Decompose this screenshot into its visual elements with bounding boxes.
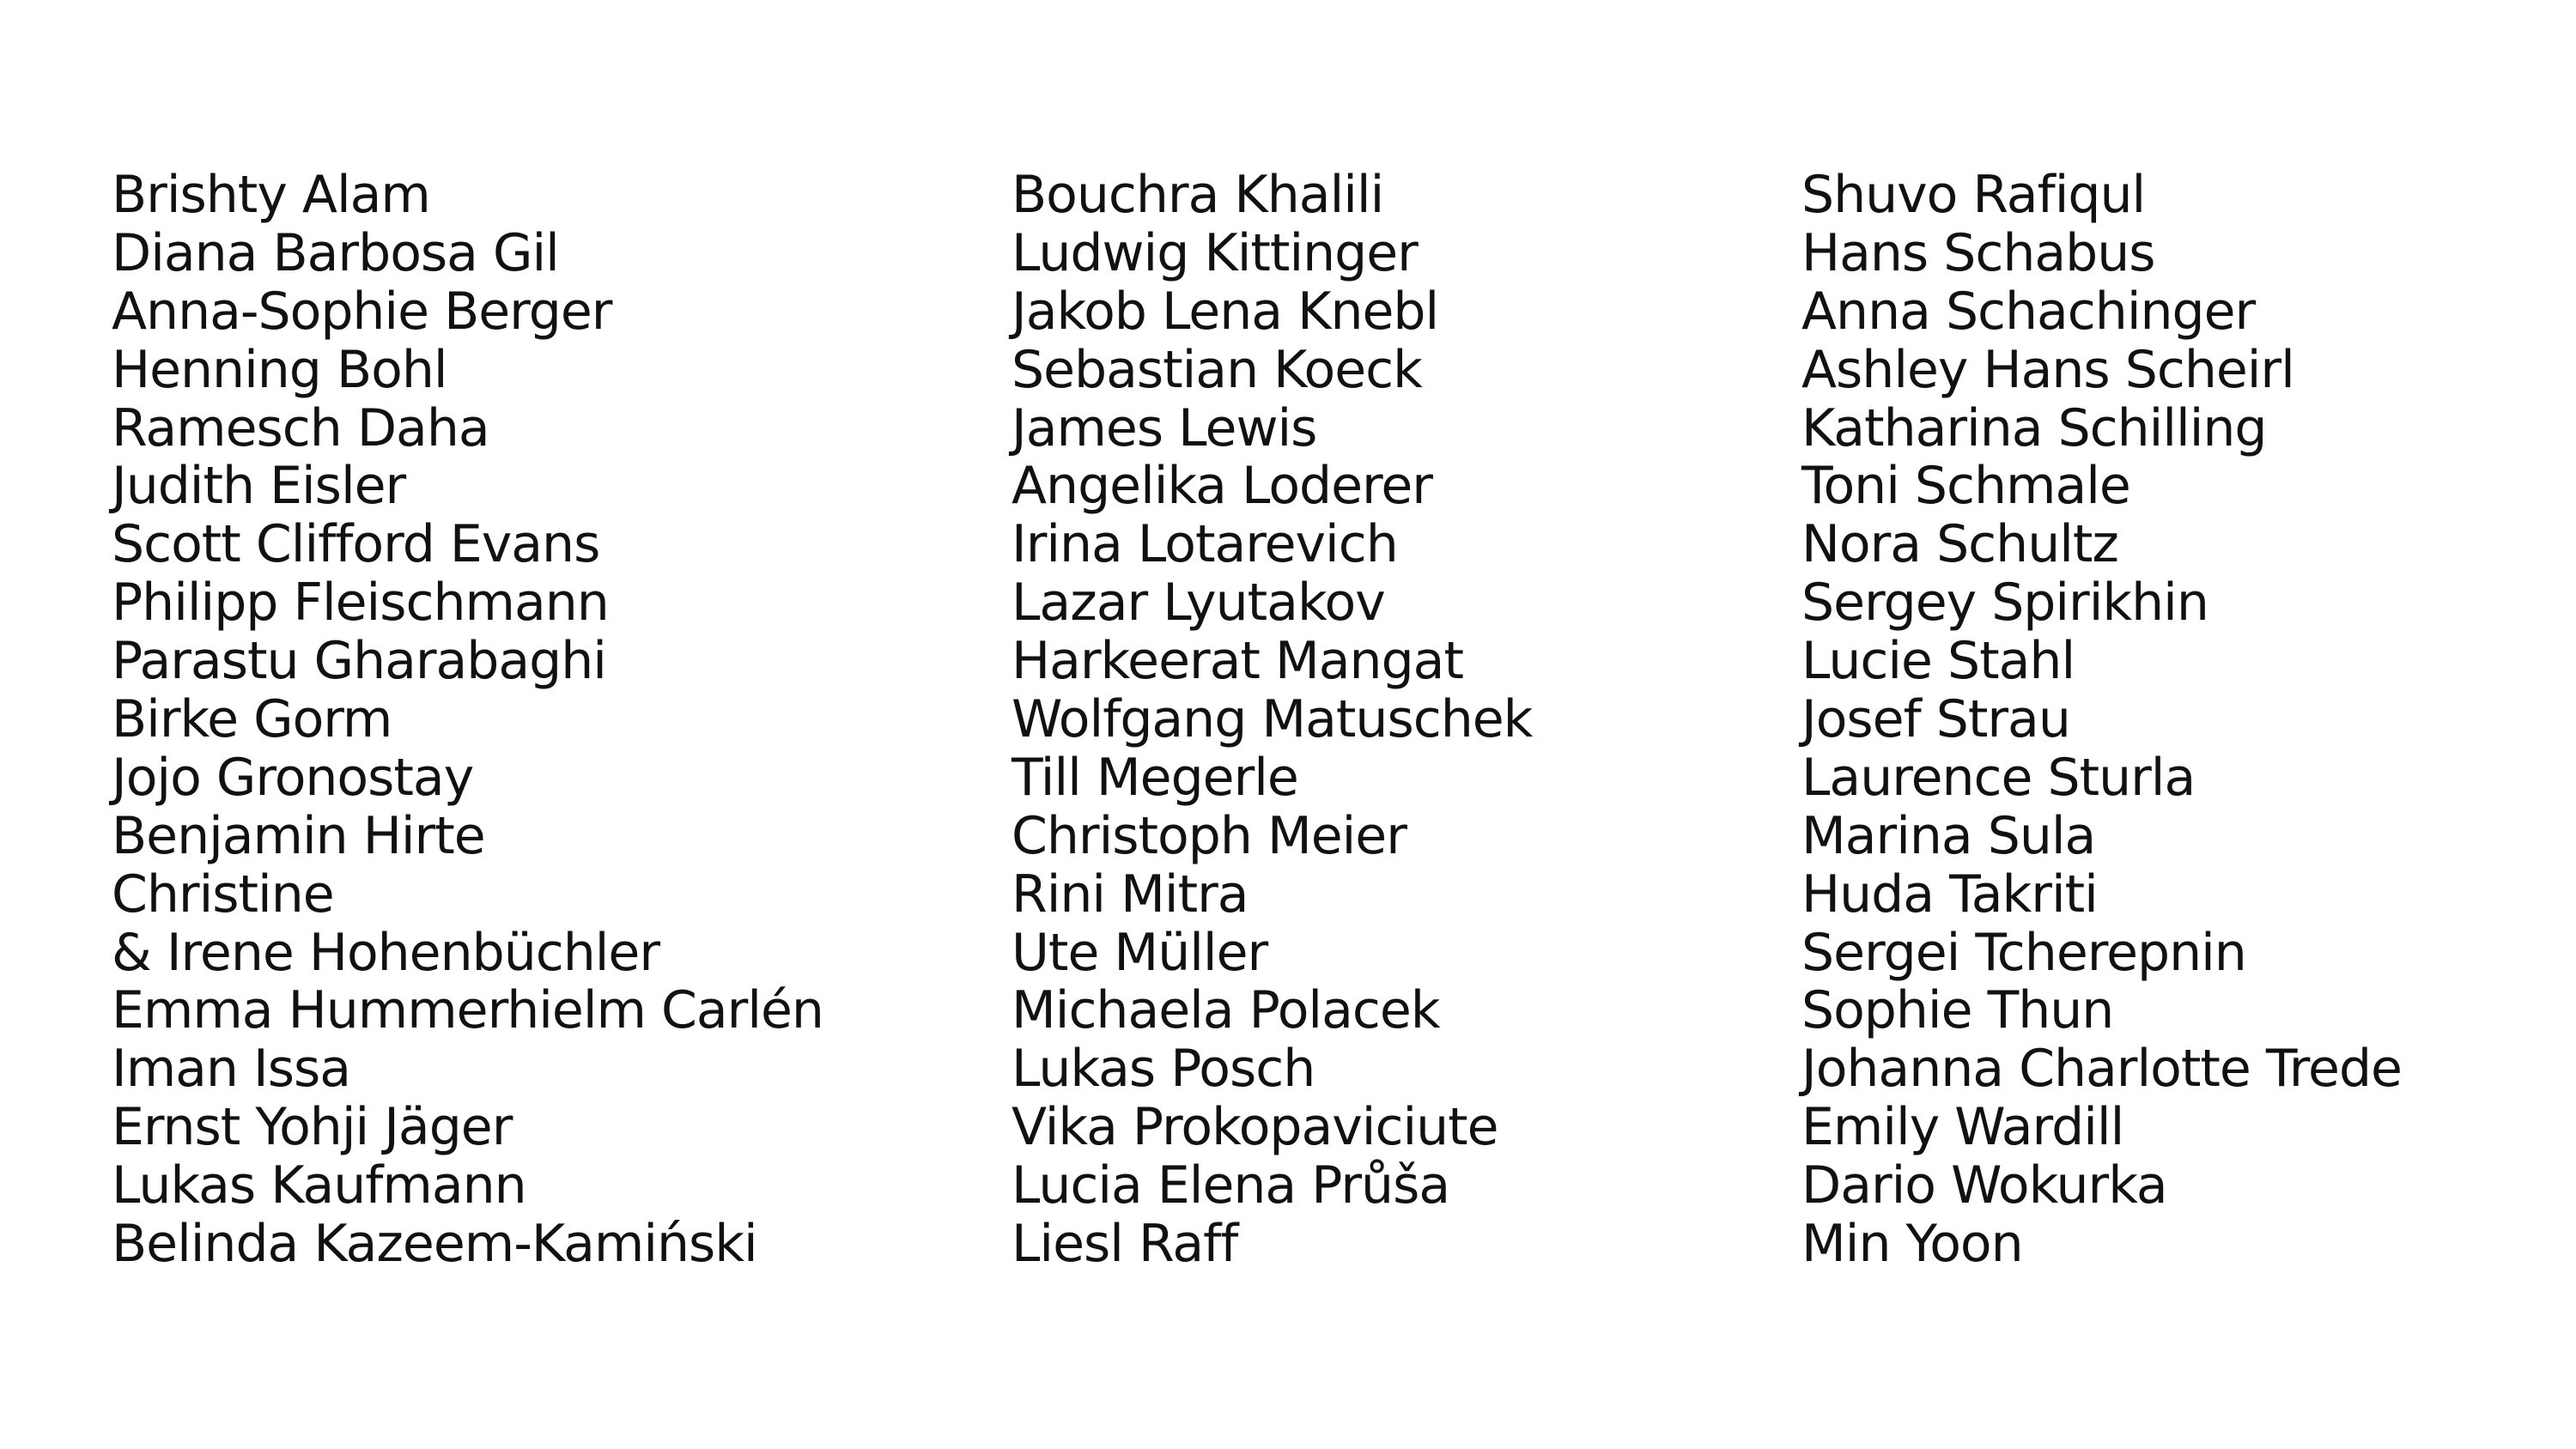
artist-name: Judith Eisler xyxy=(112,456,406,517)
artist-name: Diana Barbosa Gil xyxy=(112,222,559,283)
artist-name: James Lewis xyxy=(1012,397,1317,458)
artist-name: Liesl Raff xyxy=(1012,1214,1238,1275)
artist-name: Josef Strau xyxy=(1801,689,2070,750)
artist-name: Lukas Kaufmann xyxy=(112,1155,526,1216)
artist-name: Michaela Polacek xyxy=(1012,980,1440,1041)
artist-name: Iman Issa xyxy=(112,1039,350,1100)
artist-name: Anna Schachinger xyxy=(1801,281,2256,342)
artist-name: Benjamin Hirte xyxy=(112,805,485,866)
artist-name: Ashley Hans Scheirl xyxy=(1801,339,2294,400)
artist-name: Lazar Lyutakov xyxy=(1012,573,1385,634)
artist-name: Anna-Sophie Berger xyxy=(112,281,612,342)
artist-name: Angelika Loderer xyxy=(1012,456,1432,517)
artist-name: Lukas Posch xyxy=(1012,1039,1315,1100)
artist-name: Sophie Thun xyxy=(1801,980,2114,1041)
artist-name: Birke Gorm xyxy=(112,689,392,750)
artist-name: Lucie Stahl xyxy=(1801,631,2075,692)
artist-name: Wolfgang Matuschek xyxy=(1012,689,1533,750)
artist-name: Ramesch Daha xyxy=(112,397,489,458)
artist-name: Emma Hummerhielm Carlén xyxy=(112,980,823,1041)
artist-name: Scott Clifford Evans xyxy=(112,514,600,575)
artist-name: Philipp Fleischmann xyxy=(112,573,609,634)
artist-name: Min Yoon xyxy=(1801,1214,2023,1275)
artist-name: Vika Prokopaviciute xyxy=(1012,1097,1498,1158)
artist-name: Shuvo Rafiqul xyxy=(1801,165,2146,225)
artist-name: Laurence Sturla xyxy=(1801,747,2196,808)
name-column-1 xyxy=(112,167,823,1274)
artist-name: Sergey Spirikhin xyxy=(1801,573,2208,634)
artist-name: Brishty Alam xyxy=(112,165,430,225)
artist-name: Christine xyxy=(112,864,334,925)
artist-name: Ernst Yohji Jäger xyxy=(112,1097,513,1158)
artist-name: Christoph Meier xyxy=(1012,805,1406,866)
artist-name: Johanna Charlotte Trede xyxy=(1801,1039,2402,1100)
artist-name: Emily Wardill xyxy=(1801,1097,2124,1158)
artist-name: Till Megerle xyxy=(1012,747,1298,808)
artist-name: Belinda Kazeem-Kamiński xyxy=(112,1214,757,1275)
artist-name: & Irene Hohenbüchler xyxy=(112,922,660,983)
artist-name: Dario Wokurka xyxy=(1801,1155,2167,1216)
artist-name: Ludwig Kittinger xyxy=(1012,222,1418,283)
artist-name: Jakob Lena Knebl xyxy=(1012,281,1439,342)
artist-name: Parastu Gharabaghi xyxy=(112,631,606,692)
artist-name: Sergei Tcherepnin xyxy=(1801,922,2246,983)
artist-name: Irina Lotarevich xyxy=(1012,514,1398,575)
artist-name: Bouchra Khalili xyxy=(1012,165,1384,225)
artist-name: Henning Bohl xyxy=(112,339,447,400)
artist-name: Harkeerat Mangat xyxy=(1012,631,1463,692)
artist-name: Toni Schmale xyxy=(1801,456,2130,517)
artist-name: Rini Mitra xyxy=(1012,864,1249,925)
artist-name: Hans Schabus xyxy=(1801,222,2155,283)
artist-name: Marina Sula xyxy=(1801,805,2096,866)
name-column-2 xyxy=(1012,167,1532,1274)
artist-name: Lucia Elena Průša xyxy=(1012,1155,1450,1216)
name-column-3 xyxy=(1801,167,2402,1274)
artist-name: Nora Schultz xyxy=(1801,514,2118,575)
artist-name: Sebastian Koeck xyxy=(1012,339,1422,400)
artist-name: Huda Takriti xyxy=(1801,864,2098,925)
artist-name: Katharina Schilling xyxy=(1801,397,2267,458)
artist-name: Ute Müller xyxy=(1012,922,1268,983)
artist-name: Jojo Gronostay xyxy=(112,747,474,808)
